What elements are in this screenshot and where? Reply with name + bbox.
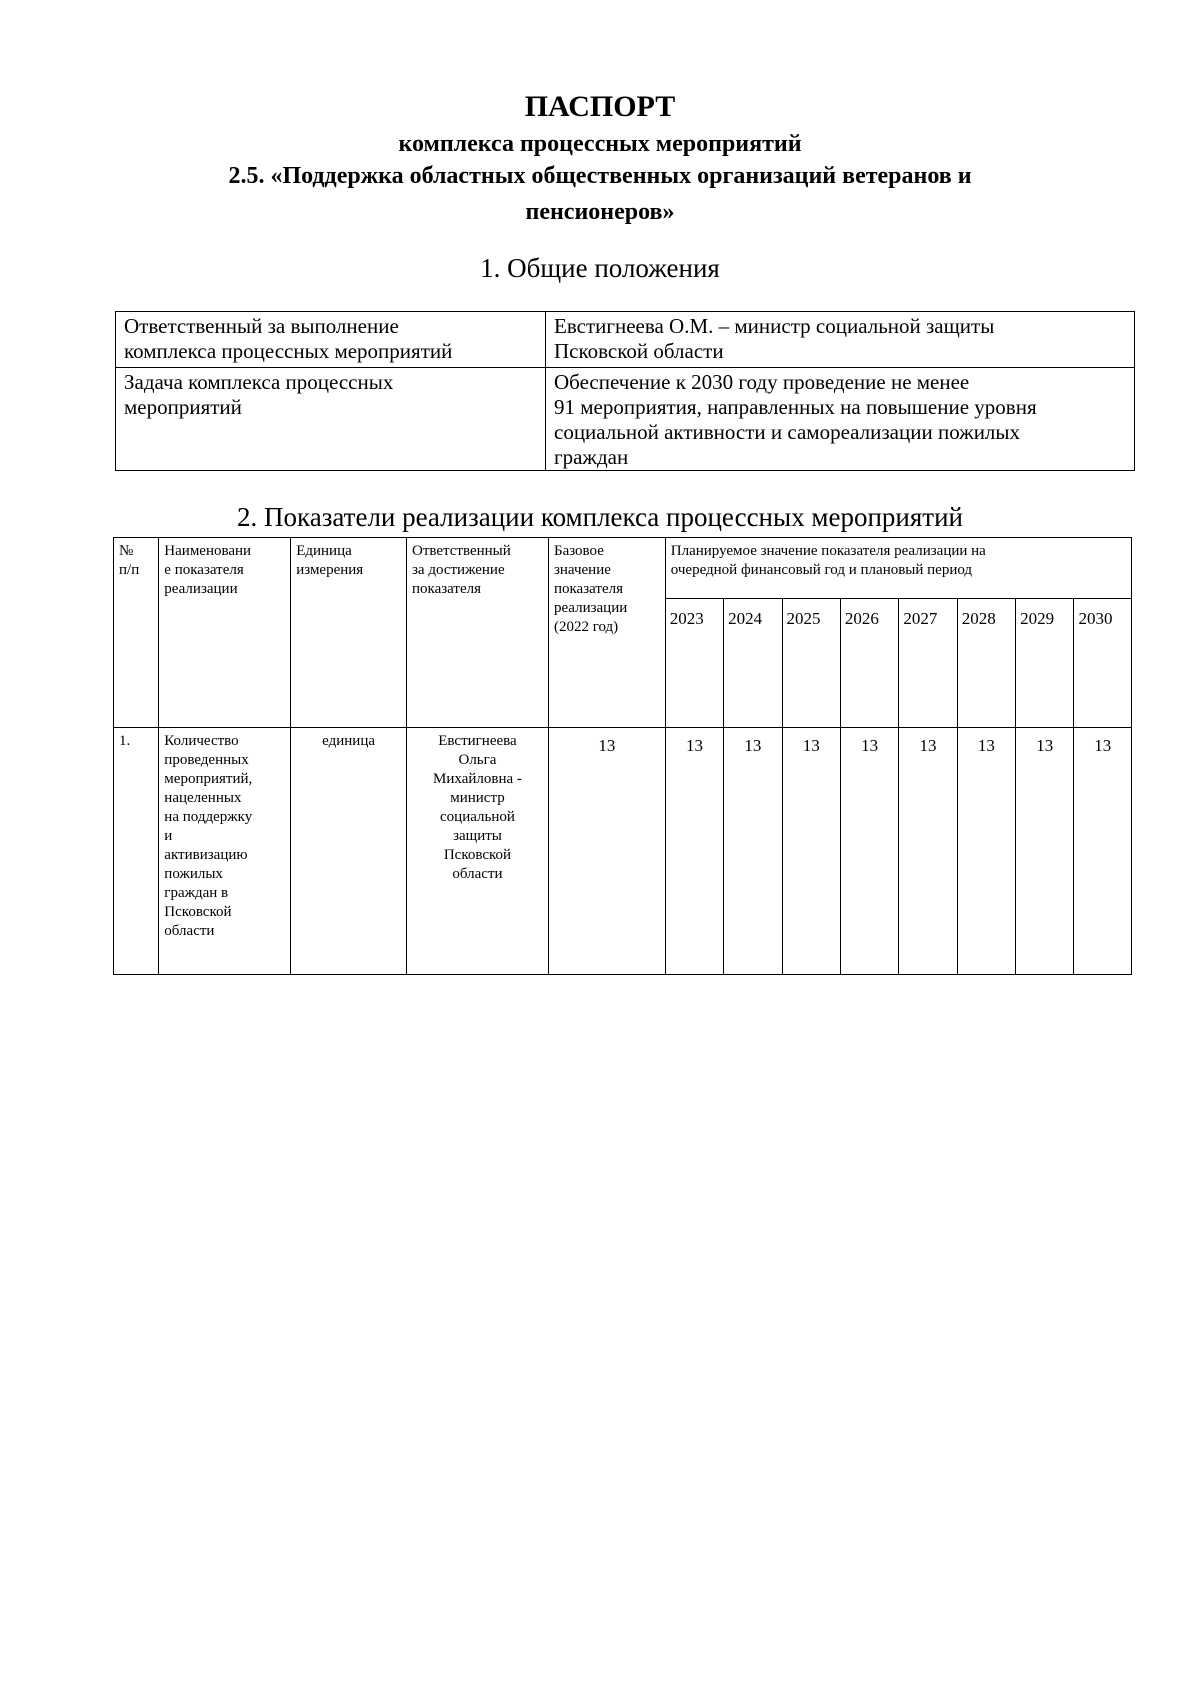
resp-line: Михайловна -: [433, 771, 522, 787]
resp-line: министр: [450, 790, 505, 806]
name-line: области: [164, 923, 215, 939]
value-cell: 13: [724, 728, 782, 975]
table-row: [116, 312, 1135, 368]
name-line: на поддержку: [164, 809, 253, 825]
table-row: [114, 728, 1132, 975]
value-line: Обеспечение к 2030 году проведение не менее: [554, 370, 970, 394]
header-line: очередной финансовый год и плановый период: [670, 562, 973, 578]
year-header: 2029: [1016, 599, 1074, 728]
resp-line: социальной: [440, 809, 515, 825]
year-header: 2024: [724, 599, 782, 728]
value-line: социальной активности и самореализации пожилых: [554, 420, 1021, 444]
name-line: Псковской: [164, 904, 232, 920]
year-header: 2027: [899, 599, 957, 728]
header-line: Ответственный: [411, 543, 511, 559]
value-cell: 13: [1074, 728, 1132, 975]
label-cell: [116, 368, 546, 471]
header-name: [159, 538, 291, 728]
year-header: 2023: [665, 599, 723, 728]
table-row: [116, 368, 1135, 471]
value-cell: 13: [957, 728, 1015, 975]
name-line: проведенных: [164, 752, 249, 768]
name-line: пожилых: [164, 866, 223, 882]
document-title: ПАСПОРТ: [524, 90, 676, 123]
value-cell: 13: [782, 728, 840, 975]
header-line: показателя: [553, 581, 623, 597]
indicator-name: [159, 728, 291, 975]
section-1-title: 1. Общие положения: [480, 253, 720, 283]
resp-line: Псковской: [443, 847, 512, 863]
resp-line: Евстигнеева: [438, 733, 517, 749]
value-cell: [546, 312, 1135, 368]
subtitle-line-1: комплекса процессных мероприятий: [398, 131, 802, 157]
resp-line: области: [452, 866, 503, 882]
year-header: 2025: [782, 599, 840, 728]
responsible-cell: [406, 728, 548, 975]
year-header: 2030: [1074, 599, 1132, 728]
value-line: Евстигнеева О.М. – министр социальной защиты: [554, 314, 995, 338]
value-cell: 13: [665, 728, 723, 975]
resp-line: защиты: [453, 828, 502, 844]
row-number: 1.: [114, 728, 159, 975]
value-cell: 13: [899, 728, 957, 975]
header-responsible: [406, 538, 548, 728]
header-line: за достижение: [411, 562, 505, 578]
header-row: [114, 538, 1132, 599]
name-line: Количество: [164, 733, 239, 749]
year-header: 2028: [957, 599, 1015, 728]
header-line: е показателя: [164, 562, 244, 578]
base-value-cell: 13: [548, 728, 665, 975]
name-line: граждан в: [164, 885, 229, 901]
name-line: и: [164, 828, 173, 844]
value-cell: 13: [1016, 728, 1074, 975]
header-line: №: [119, 543, 134, 559]
value-cell: [546, 368, 1135, 471]
header-line: п/п: [119, 562, 140, 578]
header-line: значение: [553, 562, 611, 578]
header-line: Базовое: [553, 543, 604, 559]
header-unit: [291, 538, 407, 728]
header-line: измерения: [296, 562, 364, 578]
value-line: граждан: [554, 445, 629, 469]
header-line: Единица: [296, 543, 352, 559]
subtitle-line-2: 2.5. «Поддержка областных общественных организаций ветеранов и: [228, 163, 972, 189]
header-line: Наименовани: [164, 543, 252, 559]
header-line: (2022 год): [553, 619, 619, 635]
value-line: 91 мероприятия, направленных на повышение уровня: [554, 395, 1037, 419]
header-line: Планируемое значение показателя реализации на: [670, 543, 986, 559]
value-line: Псковской области: [554, 339, 724, 363]
value-cell: 13: [840, 728, 898, 975]
label-line: комплекса процессных мероприятий: [124, 339, 453, 363]
header-num: [114, 538, 159, 728]
label-line: Задача комплекса процессных: [124, 370, 394, 394]
label-cell: [116, 312, 546, 368]
header-planned: [665, 538, 1131, 599]
resp-line: Ольга: [458, 752, 497, 768]
label-line: мероприятий: [124, 395, 242, 419]
year-header: 2026: [840, 599, 898, 728]
name-line: нацеленных: [164, 790, 242, 806]
section-2-title: 2. Показатели реализации комплекса процессных мероприятий: [237, 502, 963, 532]
name-line: мероприятий,: [164, 771, 253, 787]
header-line: реализации: [553, 600, 628, 616]
name-line: активизацию: [164, 847, 248, 863]
header-base-value: [548, 538, 665, 728]
label-line: Ответственный за выполнение: [124, 314, 399, 338]
header-line: реализации: [164, 581, 238, 597]
unit-cell: единица: [291, 728, 407, 975]
general-provisions-table: [115, 311, 1135, 471]
subtitle-line-3: пенсионеров»: [525, 199, 675, 225]
indicators-table: [113, 537, 1132, 975]
header-line: показателя: [411, 581, 482, 597]
